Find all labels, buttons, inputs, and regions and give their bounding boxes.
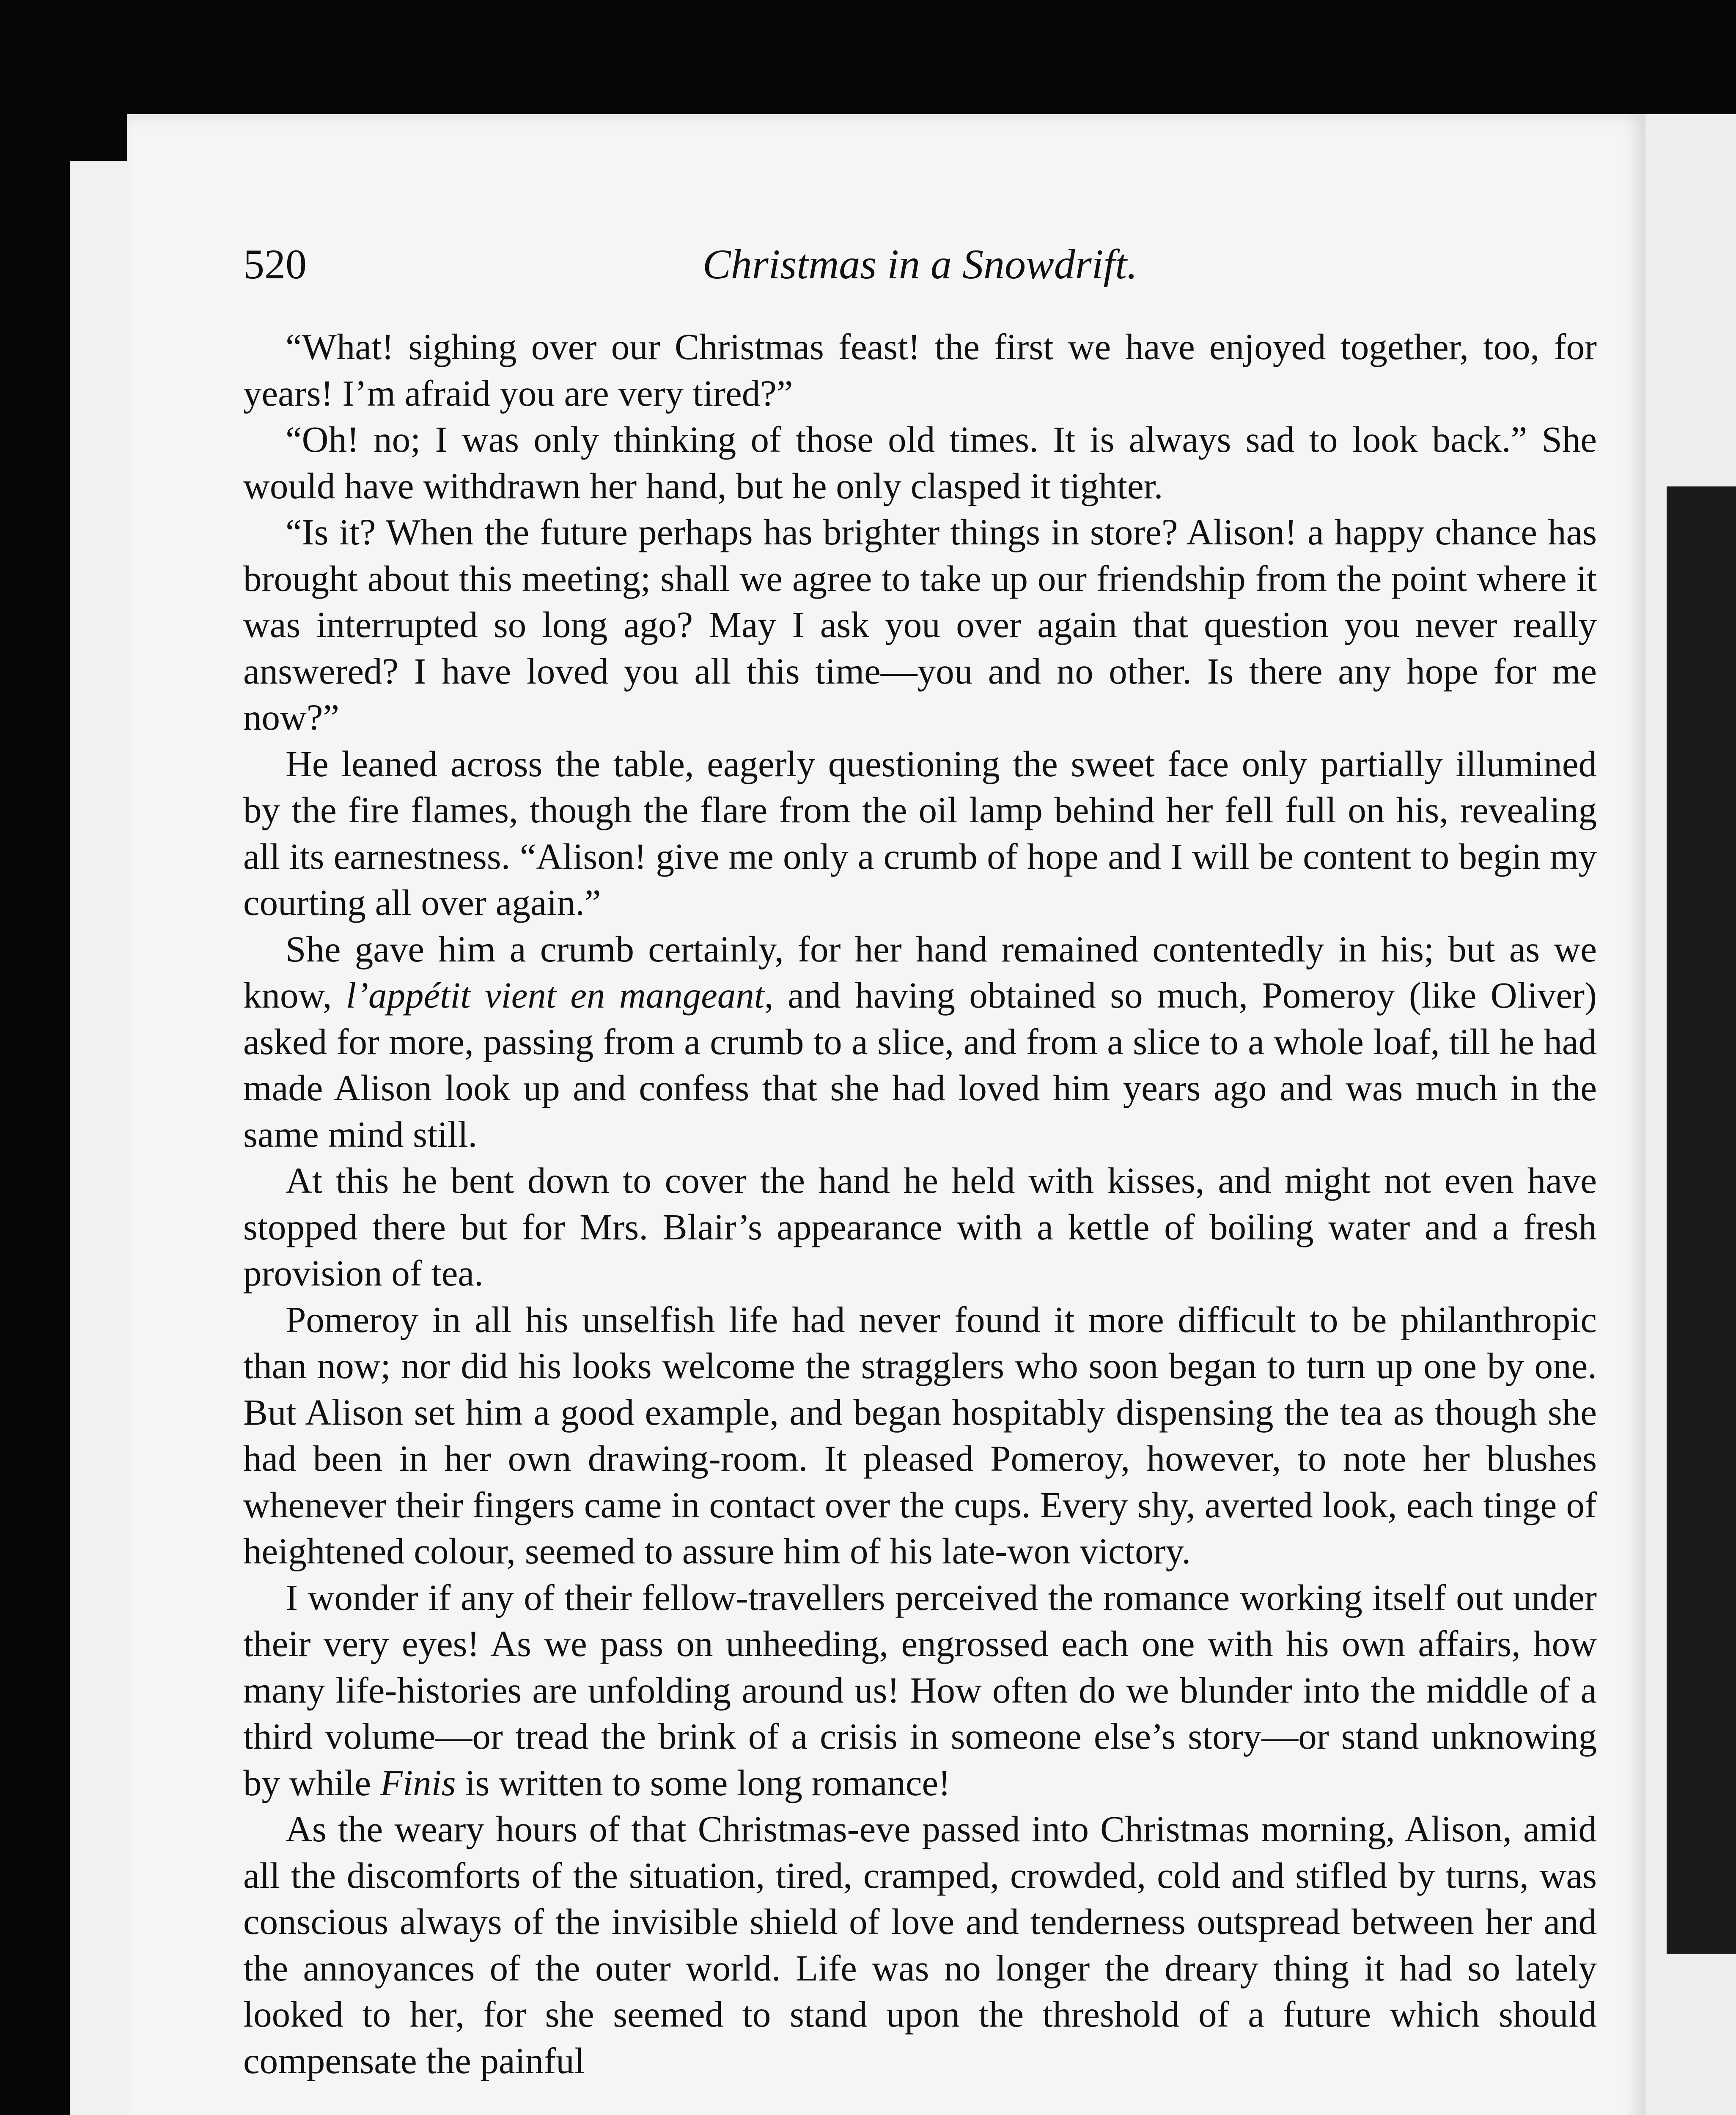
paragraph: Pomeroy in all his unselfish life had never found it more difficult to be philanthropic than now; nor did his looks welcome the stragglers who soon began to turn up one by one. But Alison set him a good example, and began hospitably dispensing the tea as though she had been in her own drawing-room. It pleased Pomeroy, however, to note her blushes whenever their fingers came in contact over the cups. Every shy, averted look, each tinge of heightened colour, seemed to assure him of his late-won victory. bbox=[243, 1299, 1597, 1571]
body-text bbox=[243, 324, 1597, 2084]
paragraph-text: I wonder if any of their fellow-travellers perceived the romance working itself out under their very eyes! As we pass on unheeding, engrossed each one with his own affairs, how many life-histories are unfolding around us! How often do we blunder into the middle of a third volume—or tread the brink of a crisis in someone else’s story—or stand unknowing by while bbox=[243, 1577, 1597, 1803]
page-number: 520 bbox=[243, 241, 307, 288]
paragraph: “What! sighing over our Christmas feast! the first we have enjoyed together, too, for years! I’m afraid you are very tired?” bbox=[243, 326, 1597, 414]
paragraph: “Is it? When the future perhaps has brighter things in store? Alison! a happy chance has brought about this meeting; shall we agree to take up our friendship from the point where it was interrupted so long ago? May I ask you over again that question you never really answered? I have loved you all this time—you and no other. Is there any hope for me now?” bbox=[243, 511, 1597, 738]
adjacent-page-illustration bbox=[1667, 486, 1736, 1954]
running-title: Christmas in a Snowdrift. bbox=[703, 241, 1137, 288]
underlying-page-edge bbox=[70, 161, 129, 2115]
paragraph: At this he bent down to cover the hand he held with kisses, and might not even have stopped there but for Mrs. Blair’s appearance with a kettle of boiling water and a fresh provision of tea. bbox=[243, 1160, 1597, 1294]
paragraph: “Oh! no; I was only thinking of those old times. It is always sad to look back.” She would have withdrawn her hand, but he only clasped it tighter. bbox=[243, 419, 1597, 506]
paragraph-text: , and having obtained so much, Pomeroy (like Oliver) asked for more, passing from a crumb to a slice, and from a slice to a whole loaf, till he had made Alison look up and confess that she had loved him years ago and was much in the same mind still. bbox=[243, 975, 1597, 1155]
paragraph bbox=[243, 926, 1597, 1158]
paragraph-text: She gave him a crumb certainly, for her hand remained contentedly in his; but as we know, bbox=[243, 928, 1597, 1016]
page-header bbox=[243, 235, 1597, 294]
italic-word: Finis bbox=[380, 1762, 456, 1803]
paragraph: He leaned across the table, eagerly questioning the sweet face only partially illumined by the fire flames, though the flare from the oil lamp behind her fell full on his, revealing all its earnestness. “Alison! give me only a crumb of hope and I will be content to begin my courting all over again.” bbox=[243, 743, 1597, 923]
paragraph bbox=[243, 1574, 1597, 1806]
paragraph: As the weary hours of that Christmas-eve passed into Christmas morning, Alison, amid all the discomforts of the situation, tired, cramped, crowded, cold and stifled by turns, was conscious always of the invisible shield of love and tenderness outspread between her and the annoyances of the outer world. Life was no longer the dreary thing it had so lately looked to her, for she seemed to stand upon the threshold of a future which should compensate the painful bbox=[243, 1808, 1597, 2081]
italic-phrase: l’appétit vient en mangeant bbox=[346, 975, 765, 1016]
paragraph-text: is written to some long romance! bbox=[456, 1762, 951, 1803]
adjacent-page-edge bbox=[1637, 114, 1736, 2115]
